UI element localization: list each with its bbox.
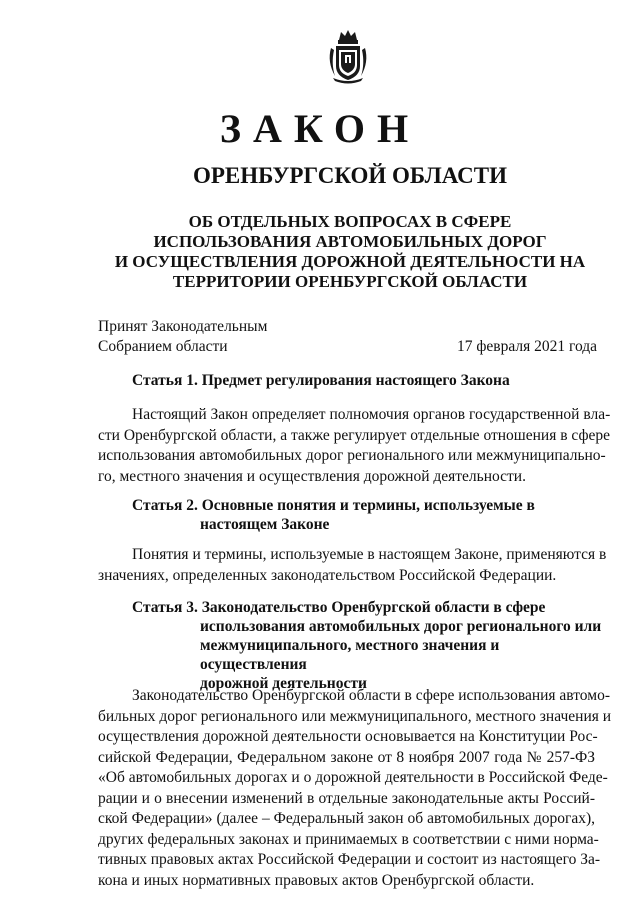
- adopted-by-line: Собранием области: [98, 338, 228, 355]
- adopted-date: 17 февраля 2021 года: [457, 338, 598, 355]
- adopted-by: [98, 317, 267, 357]
- body-line: тивных правовых актах Российской Федерации и состоит из настоящего За-: [98, 851, 601, 868]
- body-line: осуществления дорожной деятельности основывается на Конституции Рос-: [98, 728, 598, 745]
- body-line: го, местного значения и осуществления дорожной деятельности.: [98, 467, 526, 485]
- body-line: рации и о внесении изменений в отдельные законодательные акты Россий-: [98, 789, 595, 807]
- article-number: Статья 3.: [132, 599, 198, 616]
- law-subject-line: ТЕРРИТОРИИ ОРЕНБУРГСКОЙ ОБЛАСТИ: [172, 272, 528, 291]
- body-line: кона и иных нормативных правовых актов Оренбургской области.: [98, 871, 535, 889]
- law-title: ЗАКОН: [219, 106, 421, 151]
- body-line: сти Оренбургской области, а также регулирует отдельные отношения в сфере: [98, 426, 611, 444]
- body-line: других федеральных законах и принимаемых в соответствии с ними норма-: [98, 830, 599, 848]
- article-title: Законодательство Оренбургской области в сфере: [201, 599, 546, 616]
- article-1-body: [98, 405, 611, 487]
- article-title: межмуниципального, местного значения и осуществления: [200, 637, 500, 673]
- body-line: сийской Федерации, Федеральном законе от 8 ноября 2007 года № 257-ФЗ: [98, 748, 595, 766]
- article-title: дорожной деятельности: [200, 675, 367, 692]
- body-line: бильных дорог регионального или межмуниципального, местного значения и: [98, 707, 612, 725]
- region-title: ОРЕНБУРГСКОЙ ОБЛАСТИ: [192, 163, 508, 188]
- article-3-heading: [132, 598, 602, 693]
- article-2-body: [98, 545, 607, 586]
- article-number: Статья 2.: [132, 497, 198, 514]
- body-line: Понятия и термины, используемые в настоящем Законе, применяются в: [132, 546, 607, 563]
- article-title: Предмет регулирования настоящего Закона: [201, 372, 510, 389]
- article-title: настоящем Законе: [200, 516, 330, 533]
- adopted-by-line: Принят Законодательным: [98, 318, 268, 335]
- law-subject: [100, 212, 600, 292]
- body-line: Законодательство Оренбургской области в сфере использования автомо-: [132, 687, 610, 704]
- body-line: «Об автомобильных дорогах и о дорожной деятельности в Российской Феде-: [98, 769, 608, 786]
- body-line: значениях, определенных законодательством Российской Федерации.: [98, 566, 557, 584]
- article-2-heading: [132, 496, 602, 534]
- law-subject-line: И ОСУЩЕСТВЛЕНИЯ ДОРОЖНОЙ ДЕЯТЕЛЬНОСТИ НА: [114, 252, 586, 271]
- article-title: Основные понятия и термины, используемые в: [201, 497, 535, 514]
- body-line: использования автомобильных дорог регионального или межмуниципально-: [98, 447, 606, 464]
- article-title: использования автомобильных дорог регионального или: [200, 618, 602, 635]
- article-number: Статья 1.: [132, 372, 198, 389]
- law-subject-line: ОБ ОТДЕЛЬНЫХ ВОПРОСАХ В СФЕРЕ: [188, 212, 512, 231]
- article-3-body: [98, 686, 612, 891]
- body-line: Настоящий Закон определяет полномочия органов государственной вла-: [132, 406, 611, 423]
- article-1-heading: [132, 371, 602, 390]
- body-line: ской Федерации» (далее – Федеральный закон об автомобильных дорогах),: [98, 810, 595, 827]
- law-subject-line: ИСПОЛЬЗОВАНИЯ АВТОМОБИЛЬНЫХ ДОРОГ: [153, 232, 547, 251]
- coat-of-arms-icon: [325, 28, 371, 84]
